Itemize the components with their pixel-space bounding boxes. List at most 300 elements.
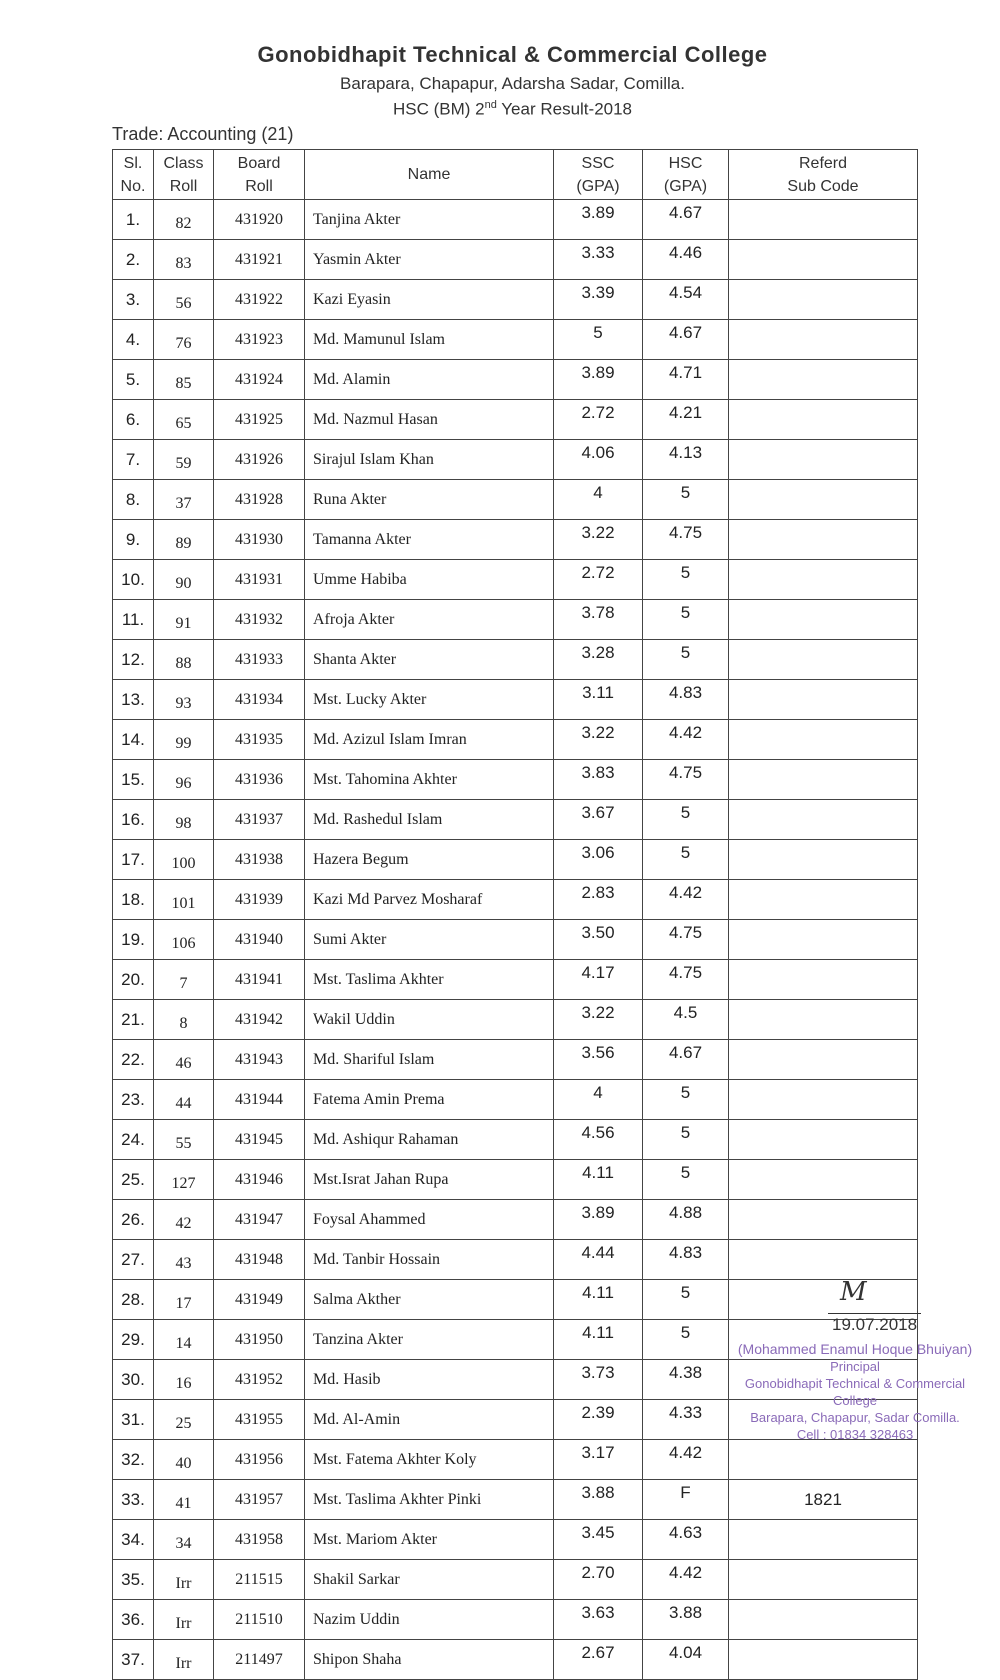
referred-code-cell bbox=[729, 720, 918, 760]
ssc-gpa-cell: 3.22 bbox=[554, 720, 643, 760]
signature-date: 19.07.2018 bbox=[828, 1313, 921, 1336]
board-roll-cell: 431931 bbox=[214, 560, 305, 600]
table-row bbox=[113, 1160, 918, 1200]
ssc-gpa-cell: 3.89 bbox=[554, 200, 643, 240]
name-cell: Md. Nazmul Hasan bbox=[305, 400, 554, 440]
class-roll-cell: 96 bbox=[154, 760, 214, 800]
name-cell: Umme Habiba bbox=[305, 560, 554, 600]
class-roll-cell: 8 bbox=[154, 1000, 214, 1040]
serial-cell: 14. bbox=[113, 720, 154, 760]
ssc-gpa-cell: 3.28 bbox=[554, 640, 643, 680]
ssc-gpa-cell: 3.22 bbox=[554, 1000, 643, 1040]
name-cell: Md. Azizul Islam Imran bbox=[305, 720, 554, 760]
hsc-gpa-cell: 4.71 bbox=[643, 360, 729, 400]
hsc-gpa-cell: 4.75 bbox=[643, 960, 729, 1000]
ssc-gpa-cell: 3.11 bbox=[554, 680, 643, 720]
table-row bbox=[113, 640, 918, 680]
board-roll-cell: 431958 bbox=[214, 1520, 305, 1560]
column-header-line: Roll bbox=[245, 177, 273, 195]
serial-cell: 31. bbox=[113, 1400, 154, 1440]
table-header bbox=[113, 150, 918, 200]
board-roll-cell: 431944 bbox=[214, 1080, 305, 1120]
serial-cell: 18. bbox=[113, 880, 154, 920]
class-roll-cell: 101 bbox=[154, 880, 214, 920]
serial-cell: 32. bbox=[113, 1440, 154, 1480]
referred-code-cell bbox=[729, 1120, 918, 1160]
board-roll-cell: 431935 bbox=[214, 720, 305, 760]
table-row bbox=[113, 800, 918, 840]
hsc-gpa-cell: 5 bbox=[643, 1280, 729, 1320]
class-roll-cell: 41 bbox=[154, 1480, 214, 1520]
serial-cell: 2. bbox=[113, 240, 154, 280]
name-cell: Shanta Akter bbox=[305, 640, 554, 680]
name-cell: Mst. Taslima Akhter Pinki bbox=[305, 1480, 554, 1520]
referred-code-cell bbox=[729, 1600, 918, 1640]
table-row bbox=[113, 720, 918, 760]
hsc-gpa-cell: 5 bbox=[643, 800, 729, 840]
board-roll-cell: 211497 bbox=[214, 1640, 305, 1680]
board-roll-cell: 431923 bbox=[214, 320, 305, 360]
column-header bbox=[214, 150, 305, 200]
serial-cell: 6. bbox=[113, 400, 154, 440]
class-roll-cell: 90 bbox=[154, 560, 214, 600]
column-header bbox=[113, 150, 154, 200]
board-roll-cell: 431949 bbox=[214, 1280, 305, 1320]
table-row bbox=[113, 240, 918, 280]
table-row bbox=[113, 1000, 918, 1040]
hsc-gpa-cell: 4.67 bbox=[643, 320, 729, 360]
class-roll-cell: Irr bbox=[154, 1640, 214, 1680]
class-roll-cell: 7 bbox=[154, 960, 214, 1000]
referred-code-cell bbox=[729, 520, 918, 560]
ssc-gpa-cell: 3.17 bbox=[554, 1440, 643, 1480]
table-row bbox=[113, 560, 918, 600]
board-roll-cell: 431922 bbox=[214, 280, 305, 320]
name-cell: Mst. Taslima Akhter bbox=[305, 960, 554, 1000]
ssc-gpa-cell: 2.83 bbox=[554, 880, 643, 920]
class-roll-cell: 34 bbox=[154, 1520, 214, 1560]
board-roll-cell: 431955 bbox=[214, 1400, 305, 1440]
name-cell: Md. Rashedul Islam bbox=[305, 800, 554, 840]
table-row bbox=[113, 1200, 918, 1240]
ssc-gpa-cell: 3.78 bbox=[554, 600, 643, 640]
referred-code-cell bbox=[729, 1200, 918, 1240]
serial-cell: 20. bbox=[113, 960, 154, 1000]
referred-code-cell bbox=[729, 840, 918, 880]
column-header-line: (GPA) bbox=[576, 177, 620, 195]
class-roll-cell: 106 bbox=[154, 920, 214, 960]
board-roll-cell: 431940 bbox=[214, 920, 305, 960]
hsc-gpa-cell: 4.54 bbox=[643, 280, 729, 320]
name-cell: Mst. Tahomina Akhter bbox=[305, 760, 554, 800]
ssc-gpa-cell: 4.44 bbox=[554, 1240, 643, 1280]
ssc-gpa-cell: 3.89 bbox=[554, 1200, 643, 1240]
name-cell: Md. Mamunul Islam bbox=[305, 320, 554, 360]
name-cell: Md. Hasib bbox=[305, 1360, 554, 1400]
class-roll-cell: 99 bbox=[154, 720, 214, 760]
table-body bbox=[113, 200, 918, 1680]
serial-cell: 30. bbox=[113, 1360, 154, 1400]
hsc-gpa-cell: 4.75 bbox=[643, 520, 729, 560]
hsc-gpa-cell: 5 bbox=[643, 1320, 729, 1360]
ssc-gpa-cell: 4.17 bbox=[554, 960, 643, 1000]
table-row bbox=[113, 1120, 918, 1160]
serial-cell: 8. bbox=[113, 480, 154, 520]
hsc-gpa-cell: 4.04 bbox=[643, 1640, 729, 1680]
name-cell: Afroja Akter bbox=[305, 600, 554, 640]
class-roll-cell: 40 bbox=[154, 1440, 214, 1480]
class-roll-cell: 14 bbox=[154, 1320, 214, 1360]
class-roll-cell: 76 bbox=[154, 320, 214, 360]
referred-code-cell bbox=[729, 880, 918, 920]
referred-code-cell bbox=[729, 640, 918, 680]
board-roll-cell: 431926 bbox=[214, 440, 305, 480]
column-header bbox=[729, 150, 918, 200]
table-row bbox=[113, 1280, 918, 1320]
name-cell: Md. Al-Amin bbox=[305, 1400, 554, 1440]
name-cell: Sirajul Islam Khan bbox=[305, 440, 554, 480]
name-cell: Mst. Fatema Akhter Koly bbox=[305, 1440, 554, 1480]
board-roll-cell: 431937 bbox=[214, 800, 305, 840]
name-cell: Shakil Sarkar bbox=[305, 1560, 554, 1600]
hsc-gpa-cell: 4.46 bbox=[643, 240, 729, 280]
hsc-gpa-cell: 5 bbox=[643, 840, 729, 880]
serial-cell: 29. bbox=[113, 1320, 154, 1360]
table-row bbox=[113, 1040, 918, 1080]
serial-cell: 22. bbox=[113, 1040, 154, 1080]
referred-code-cell bbox=[729, 1560, 918, 1600]
hsc-gpa-cell: 5 bbox=[643, 480, 729, 520]
name-cell: Kazi Eyasin bbox=[305, 280, 554, 320]
serial-cell: 4. bbox=[113, 320, 154, 360]
stamp-line: (Mohammed Enamul Hoque Bhuiyan) bbox=[737, 1341, 973, 1357]
name-cell: Kazi Md Parvez Mosharaf bbox=[305, 880, 554, 920]
class-roll-cell: 56 bbox=[154, 280, 214, 320]
board-roll-cell: 431928 bbox=[214, 480, 305, 520]
board-roll-cell: 431932 bbox=[214, 600, 305, 640]
class-roll-cell: 82 bbox=[154, 200, 214, 240]
principal-stamp bbox=[730, 1341, 980, 1443]
name-cell: Mst.Israt Jahan Rupa bbox=[305, 1160, 554, 1200]
hsc-gpa-cell: 5 bbox=[643, 1160, 729, 1200]
referred-code-cell bbox=[729, 760, 918, 800]
hsc-gpa-cell: 5 bbox=[643, 560, 729, 600]
ssc-gpa-cell: 3.45 bbox=[554, 1520, 643, 1560]
hsc-gpa-cell: 4.38 bbox=[643, 1360, 729, 1400]
column-header-line: Name bbox=[407, 166, 451, 183]
table-row bbox=[113, 360, 918, 400]
name-cell: Fatema Amin Prema bbox=[305, 1080, 554, 1120]
exam-title-suffix: Year Result-2018 bbox=[496, 99, 633, 119]
column-header-line: Class bbox=[163, 154, 204, 172]
board-roll-cell: 431943 bbox=[214, 1040, 305, 1080]
board-roll-cell: 431941 bbox=[214, 960, 305, 1000]
name-cell: Mst. Lucky Akter bbox=[305, 680, 554, 720]
serial-cell: 9. bbox=[113, 520, 154, 560]
stamp-line: Gonobidhapit Technical & Commercial College bbox=[744, 1376, 966, 1408]
referred-code-cell bbox=[729, 200, 918, 240]
board-roll-cell: 431945 bbox=[214, 1120, 305, 1160]
referred-code-cell bbox=[729, 960, 918, 1000]
column-header-line: Sl. bbox=[123, 154, 143, 172]
ssc-gpa-cell: 3.22 bbox=[554, 520, 643, 560]
ssc-gpa-cell: 3.50 bbox=[554, 920, 643, 960]
referred-code-cell bbox=[729, 800, 918, 840]
class-roll-cell: 93 bbox=[154, 680, 214, 720]
ssc-gpa-cell: 3.06 bbox=[554, 840, 643, 880]
serial-cell: 3. bbox=[113, 280, 154, 320]
hsc-gpa-cell: 3.88 bbox=[643, 1600, 729, 1640]
serial-cell: 10. bbox=[113, 560, 154, 600]
ssc-gpa-cell: 4.11 bbox=[554, 1160, 643, 1200]
table-row bbox=[113, 1600, 918, 1640]
serial-cell: 33. bbox=[113, 1480, 154, 1520]
class-roll-cell: 46 bbox=[154, 1040, 214, 1080]
referred-code-cell bbox=[729, 320, 918, 360]
serial-cell: 37. bbox=[113, 1640, 154, 1680]
column-header-line: Roll bbox=[169, 177, 198, 195]
class-roll-cell: Irr bbox=[154, 1600, 214, 1640]
hsc-gpa-cell: 4.42 bbox=[643, 720, 729, 760]
board-roll-cell: 211510 bbox=[214, 1600, 305, 1640]
table-row bbox=[113, 880, 918, 920]
stamp-line: Principal bbox=[830, 1359, 880, 1374]
result-table bbox=[112, 149, 918, 1680]
serial-cell: 17. bbox=[113, 840, 154, 880]
table-row bbox=[113, 480, 918, 520]
serial-cell: 1. bbox=[113, 200, 154, 240]
referred-code-cell bbox=[729, 1000, 918, 1040]
class-roll-cell: 91 bbox=[154, 600, 214, 640]
table-row bbox=[113, 920, 918, 960]
hsc-gpa-cell: 4.42 bbox=[643, 880, 729, 920]
board-roll-cell: 431948 bbox=[214, 1240, 305, 1280]
board-roll-cell: 431934 bbox=[214, 680, 305, 720]
table-row bbox=[113, 1640, 918, 1680]
name-cell: Wakil Uddin bbox=[305, 1000, 554, 1040]
hsc-gpa-cell: 4.21 bbox=[643, 400, 729, 440]
referred-code-cell bbox=[729, 1520, 918, 1560]
serial-cell: 36. bbox=[113, 1600, 154, 1640]
serial-cell: 15. bbox=[113, 760, 154, 800]
hsc-gpa-cell: 4.83 bbox=[643, 1240, 729, 1280]
hsc-gpa-cell: 5 bbox=[643, 600, 729, 640]
exam-title-sup: nd bbox=[484, 99, 497, 111]
table-row bbox=[113, 1080, 918, 1120]
hsc-gpa-cell: 4.75 bbox=[643, 920, 729, 960]
college-name: Gonobidhapit Technical & Commercial College bbox=[257, 42, 768, 67]
column-header-line: Sub Code bbox=[787, 177, 859, 195]
referred-code-cell bbox=[729, 440, 918, 480]
board-roll-cell: 431957 bbox=[214, 1480, 305, 1520]
table-row bbox=[113, 440, 918, 480]
referred-code-cell bbox=[729, 920, 918, 960]
hsc-gpa-cell: 4.67 bbox=[643, 1040, 729, 1080]
serial-cell: 25. bbox=[113, 1160, 154, 1200]
ssc-gpa-cell: 3.83 bbox=[554, 760, 643, 800]
ssc-gpa-cell: 3.88 bbox=[554, 1480, 643, 1520]
referred-code-cell bbox=[729, 680, 918, 720]
ssc-gpa-cell: 2.72 bbox=[554, 400, 643, 440]
serial-cell: 24. bbox=[113, 1120, 154, 1160]
referred-code-cell bbox=[729, 480, 918, 520]
class-roll-cell: 89 bbox=[154, 520, 214, 560]
name-cell: Tanjina Akter bbox=[305, 200, 554, 240]
column-header-line: SSC bbox=[581, 154, 615, 172]
name-cell: Md. Shariful Islam bbox=[305, 1040, 554, 1080]
ssc-gpa-cell: 2.72 bbox=[554, 560, 643, 600]
referred-code-cell bbox=[729, 360, 918, 400]
table-row bbox=[113, 1240, 918, 1280]
hsc-gpa-cell: 4.33 bbox=[643, 1400, 729, 1440]
class-roll-cell: 55 bbox=[154, 1120, 214, 1160]
hsc-gpa-cell: 4.67 bbox=[643, 200, 729, 240]
hsc-gpa-cell: 5 bbox=[643, 1120, 729, 1160]
board-roll-cell: 431942 bbox=[214, 1000, 305, 1040]
column-header-line: No. bbox=[120, 177, 146, 195]
college-address: Barapara, Chapapur, Adarsha Sadar, Comilla. bbox=[340, 74, 685, 93]
board-roll-cell: 431936 bbox=[214, 760, 305, 800]
board-roll-cell: 431950 bbox=[214, 1320, 305, 1360]
hsc-gpa-cell: 4.88 bbox=[643, 1200, 729, 1240]
referred-code-cell bbox=[729, 1040, 918, 1080]
name-cell: Md. Alamin bbox=[305, 360, 554, 400]
signature-mark: M bbox=[840, 1277, 867, 1307]
serial-cell: 11. bbox=[113, 600, 154, 640]
name-cell: Shipon Shaha bbox=[305, 1640, 554, 1680]
name-cell: Mst. Mariom Akter bbox=[305, 1520, 554, 1560]
table-row bbox=[113, 680, 918, 720]
hsc-gpa-cell: 4.42 bbox=[643, 1440, 729, 1480]
name-cell: Md. Tanbir Hossain bbox=[305, 1240, 554, 1280]
stamp-line: Barapara, Chapapur, Sadar Comilla. bbox=[750, 1410, 960, 1425]
ssc-gpa-cell: 4.11 bbox=[554, 1320, 643, 1360]
ssc-gpa-cell: 3.33 bbox=[554, 240, 643, 280]
serial-cell: 5. bbox=[113, 360, 154, 400]
referred-code-cell bbox=[729, 1160, 918, 1200]
board-roll-cell: 431938 bbox=[214, 840, 305, 880]
ssc-gpa-cell: 4.06 bbox=[554, 440, 643, 480]
serial-cell: 7. bbox=[113, 440, 154, 480]
ssc-gpa-cell: 4 bbox=[554, 480, 643, 520]
column-header bbox=[554, 150, 643, 200]
board-roll-cell: 431947 bbox=[214, 1200, 305, 1240]
class-roll-cell: 43 bbox=[154, 1240, 214, 1280]
table-row bbox=[113, 200, 918, 240]
name-cell: Runa Akter bbox=[305, 480, 554, 520]
hsc-gpa-cell: 4.75 bbox=[643, 760, 729, 800]
table-row bbox=[113, 1480, 918, 1520]
ssc-gpa-cell: 3.39 bbox=[554, 280, 643, 320]
class-roll-cell: 59 bbox=[154, 440, 214, 480]
ssc-gpa-cell: 4.11 bbox=[554, 1280, 643, 1320]
serial-cell: 28. bbox=[113, 1280, 154, 1320]
name-cell: Hazera Begum bbox=[305, 840, 554, 880]
trade-label: Trade: Accounting (21) bbox=[112, 124, 294, 144]
hsc-gpa-cell: 4.5 bbox=[643, 1000, 729, 1040]
hsc-gpa-cell: 4.13 bbox=[643, 440, 729, 480]
ssc-gpa-cell: 2.39 bbox=[554, 1400, 643, 1440]
name-cell: Tanzina Akter bbox=[305, 1320, 554, 1360]
referred-code-cell bbox=[729, 240, 918, 280]
serial-cell: 12. bbox=[113, 640, 154, 680]
column-header-line: Referd bbox=[798, 154, 848, 172]
referred-code-cell bbox=[729, 1080, 918, 1120]
board-roll-cell: 431925 bbox=[214, 400, 305, 440]
table-row bbox=[113, 600, 918, 640]
table-row bbox=[113, 400, 918, 440]
table-row bbox=[113, 320, 918, 360]
board-roll-cell: 431930 bbox=[214, 520, 305, 560]
table-row bbox=[113, 1520, 918, 1560]
name-cell: Nazim Uddin bbox=[305, 1600, 554, 1640]
serial-cell: 27. bbox=[113, 1240, 154, 1280]
hsc-gpa-cell: 4.83 bbox=[643, 680, 729, 720]
serial-cell: 19. bbox=[113, 920, 154, 960]
referred-code-cell bbox=[729, 1640, 918, 1680]
column-header-line: Board bbox=[237, 154, 281, 172]
serial-cell: 26. bbox=[113, 1200, 154, 1240]
board-roll-cell: 431924 bbox=[214, 360, 305, 400]
ssc-gpa-cell: 3.56 bbox=[554, 1040, 643, 1080]
ssc-gpa-cell: 3.67 bbox=[554, 800, 643, 840]
class-roll-cell: 127 bbox=[154, 1160, 214, 1200]
exam-title-prefix: HSC (BM) 2 bbox=[392, 99, 485, 119]
board-roll-cell: 431952 bbox=[214, 1360, 305, 1400]
referred-code-cell bbox=[729, 400, 918, 440]
class-roll-cell: 25 bbox=[154, 1400, 214, 1440]
ssc-gpa-cell: 4 bbox=[554, 1080, 643, 1120]
class-roll-cell: 85 bbox=[154, 360, 214, 400]
class-roll-cell: Irr bbox=[154, 1560, 214, 1600]
class-roll-cell: 100 bbox=[154, 840, 214, 880]
column-header-line: HSC bbox=[668, 154, 703, 172]
class-roll-cell: 98 bbox=[154, 800, 214, 840]
board-roll-cell: 431946 bbox=[214, 1160, 305, 1200]
board-roll-cell: 431956 bbox=[214, 1440, 305, 1480]
ssc-gpa-cell: 5 bbox=[554, 320, 643, 360]
class-roll-cell: 88 bbox=[154, 640, 214, 680]
hsc-gpa-cell: 5 bbox=[643, 1080, 729, 1120]
ssc-gpa-cell: 3.63 bbox=[554, 1600, 643, 1640]
class-roll-cell: 42 bbox=[154, 1200, 214, 1240]
class-roll-cell: 65 bbox=[154, 400, 214, 440]
class-roll-cell: 17 bbox=[154, 1280, 214, 1320]
table-row bbox=[113, 960, 918, 1000]
name-cell: Md. Ashiqur Rahaman bbox=[305, 1120, 554, 1160]
referred-code-cell: 1821 bbox=[729, 1480, 918, 1520]
class-roll-cell: 37 bbox=[154, 480, 214, 520]
ssc-gpa-cell: 3.89 bbox=[554, 360, 643, 400]
ssc-gpa-cell: 4.56 bbox=[554, 1120, 643, 1160]
column-header-line: (GPA) bbox=[663, 177, 708, 195]
column-header bbox=[154, 150, 214, 200]
name-cell: Salma Akther bbox=[305, 1280, 554, 1320]
hsc-gpa-cell: 4.63 bbox=[643, 1520, 729, 1560]
class-roll-cell: 83 bbox=[154, 240, 214, 280]
board-roll-cell: 431939 bbox=[214, 880, 305, 920]
stamp-line: Cell : 01834 328463 bbox=[796, 1427, 914, 1442]
table-row bbox=[113, 1560, 918, 1600]
table-row bbox=[113, 840, 918, 880]
referred-code-cell bbox=[729, 1240, 918, 1280]
ssc-gpa-cell: 2.70 bbox=[554, 1560, 643, 1600]
board-roll-cell: 431933 bbox=[214, 640, 305, 680]
column-header bbox=[305, 150, 554, 200]
referred-code-cell bbox=[729, 280, 918, 320]
name-cell: Yasmin Akter bbox=[305, 240, 554, 280]
exam-title bbox=[0, 99, 1000, 120]
